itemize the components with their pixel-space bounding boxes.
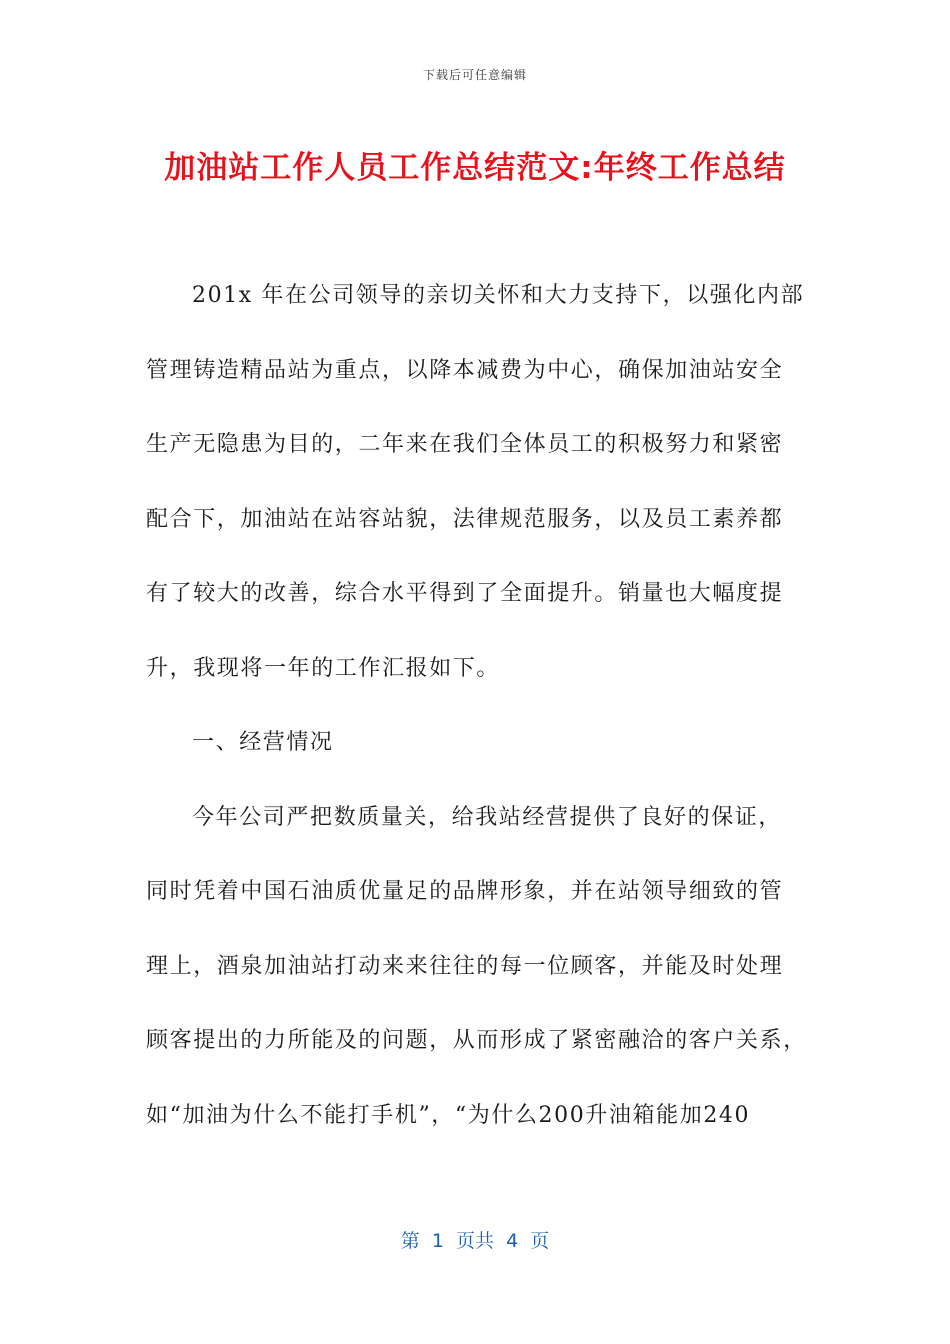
paragraph-line: 顾客提出的力所能及的问题，从而形成了紧密融洽的客户关系， <box>146 1028 807 1053</box>
paragraph-line: 升，我现将一年的工作汇报如下。 <box>146 655 501 681</box>
paragraph-line: 201x 年在公司领导的亲切关怀和大力支持下，以强化内部 <box>192 283 805 308</box>
paragraph-line: 有了较大的改善，综合水平得到了全面提升。销量也大幅度提 <box>146 581 784 606</box>
paragraph-line: 管理铸造精品站为重点，以降本减费为中心，确保加油站安全 <box>146 357 784 383</box>
page-number: 第 1 页共 4 页 <box>400 1230 550 1252</box>
paragraph-line: 生产无隐患为目的，二年来在我们全体员工的积极努力和紧密 <box>146 432 784 457</box>
paragraph-line: 同时凭着中国石油质优量足的品牌形象，并在站领导细致的管 <box>146 879 784 904</box>
document-body <box>146 278 806 1172</box>
section-heading: 一、经营情况 <box>192 730 334 755</box>
download-note: 下载后可任意编辑 <box>422 68 527 82</box>
paragraph-line: 理上，酒泉加油站打动来来往往的每一位顾客，并能及时处理 <box>146 953 784 979</box>
document-title: 加油站工作人员工作总结范文:年终工作总结 <box>164 150 786 186</box>
paragraph-line: 今年公司严把数质量关，给我站经营提供了良好的保证， <box>192 804 783 830</box>
paragraph-line: 如“加油为什么不能打手机”，“为什么200升油箱能加240 <box>146 1102 751 1128</box>
paragraph-line: 配合下，加油站在站容站貌，法律规范服务，以及员工素养都 <box>146 506 784 532</box>
